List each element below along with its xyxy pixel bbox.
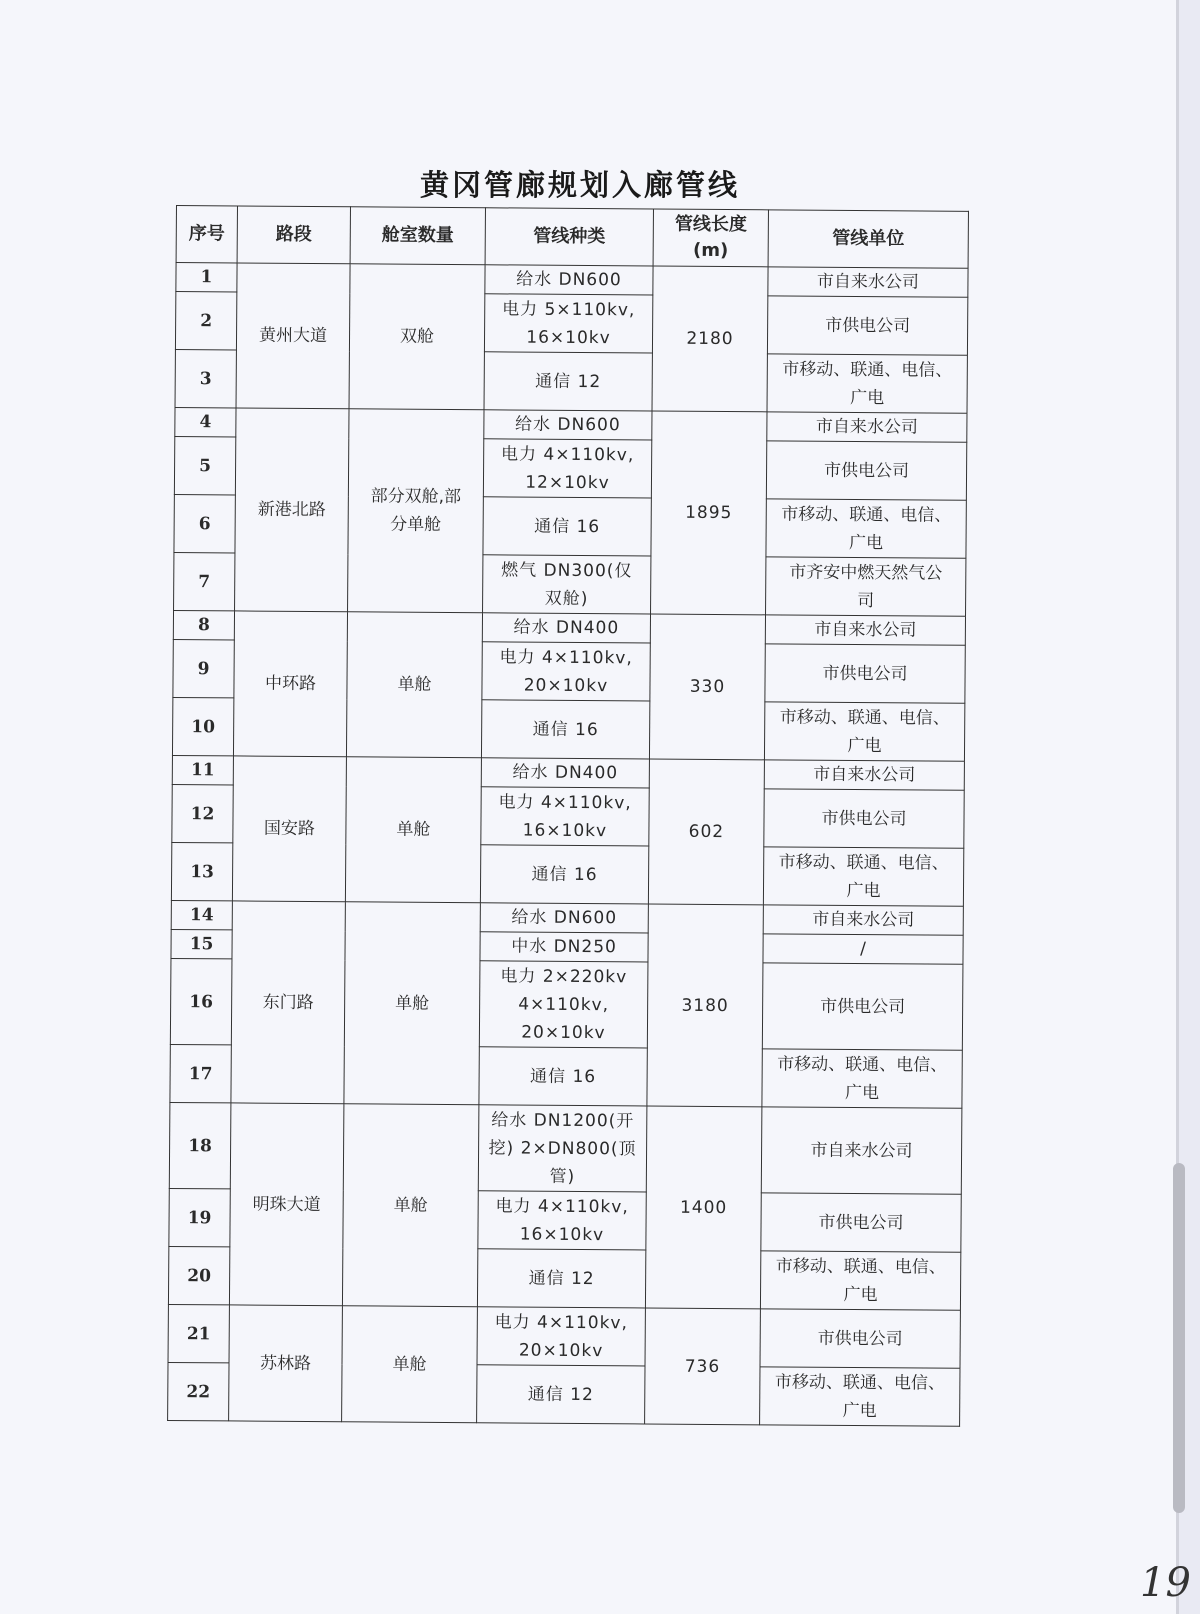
unit-cell: 市移动、联通、电信、 广电 <box>764 702 964 761</box>
unit-cell: 市移动、联通、电信、 广电 <box>760 1251 960 1310</box>
unit-cell: 市齐安中燃天然气公 司 <box>766 557 966 616</box>
header-cabins: 舱室数量 <box>350 207 485 265</box>
unit-cell: 市自来水公司 <box>764 760 964 790</box>
row-number: 2 <box>175 292 236 350</box>
row-number: 1 <box>176 263 237 292</box>
unit-cell: 市自来水公司 <box>767 412 967 442</box>
row-number: 4 <box>175 407 236 436</box>
cabins-cell: 单舱 <box>342 1306 478 1423</box>
section-cell: 新港北路 <box>235 408 349 612</box>
cabins-cell: 双舱 <box>349 264 485 410</box>
header-type: 管线种类 <box>485 208 653 266</box>
row-number: 7 <box>174 552 235 610</box>
length-cell: 602 <box>648 759 764 905</box>
row-number: 21 <box>168 1304 229 1362</box>
pipe-type-cell: 通信 12 <box>477 1249 645 1308</box>
pipe-type-cell: 给水 DN600 <box>485 265 653 295</box>
unit-cell: 市移动、联通、电信、 广电 <box>760 1367 960 1426</box>
row-number: 10 <box>172 697 233 755</box>
row-number: 13 <box>171 842 232 900</box>
unit-cell: 市移动、联通、电信、 广电 <box>763 847 963 906</box>
unit-cell: 市供电公司 <box>767 296 967 355</box>
row-number: 22 <box>168 1362 229 1420</box>
pipe-type-cell: 通信 16 <box>481 700 649 759</box>
pipe-type-cell: 通信 16 <box>479 1047 647 1106</box>
unit-cell: 市自来水公司 <box>763 905 963 935</box>
pipe-type-cell: 通信 12 <box>477 1365 645 1424</box>
table-row <box>173 610 965 645</box>
length-cell: 1400 <box>645 1106 761 1309</box>
row-number: 9 <box>173 639 234 697</box>
row-number: 16 <box>170 958 232 1044</box>
unit-cell: 市供电公司 <box>760 1309 960 1368</box>
section-cell: 苏林路 <box>229 1305 343 1422</box>
table-row <box>171 900 963 935</box>
pipe-type-cell: 通信 12 <box>484 352 652 411</box>
pipe-type-cell: 燃气 DN300(仅 双舱) <box>483 555 651 614</box>
length-cell: 1895 <box>651 411 767 615</box>
header-unit: 管线单位 <box>768 210 968 268</box>
section-cell: 明珠大道 <box>229 1103 343 1306</box>
pipe-type-cell: 电力 4×110kv, 12×10kv <box>483 439 651 498</box>
unit-cell: 市自来水公司 <box>765 615 965 645</box>
pipe-type-cell: 电力 5×110kv, 16×10kv <box>484 294 652 353</box>
pipe-type-cell: 给水 DN600 <box>484 410 652 440</box>
unit-cell: 市供电公司 <box>762 963 963 1050</box>
unit-cell: 市移动、联通、电信、 广电 <box>762 1049 962 1108</box>
pipe-type-cell: 电力 4×110kv, 16×10kv <box>481 787 649 846</box>
pipe-type-cell: 电力 4×110kv, 16×10kv <box>478 1191 646 1250</box>
pipe-type-cell: 给水 DN600 <box>480 903 648 933</box>
unit-cell: / <box>763 934 963 964</box>
pipe-type-cell: 给水 DN400 <box>482 613 650 643</box>
row-number: 17 <box>170 1044 231 1102</box>
row-number: 19 <box>169 1188 230 1246</box>
table-row <box>168 1304 960 1368</box>
pipe-type-cell: 给水 DN400 <box>481 758 649 788</box>
row-number: 14 <box>171 900 232 929</box>
row-number: 6 <box>174 494 235 552</box>
table-row <box>172 755 964 790</box>
section-cell: 国安路 <box>232 756 346 902</box>
unit-cell: 市供电公司 <box>761 1193 961 1252</box>
unit-cell: 市移动、联通、电信、 广电 <box>767 354 967 413</box>
header-no: 序号 <box>176 206 237 263</box>
unit-cell: 市自来水公司 <box>761 1107 962 1194</box>
row-number: 15 <box>171 929 232 958</box>
length-cell: 2180 <box>652 266 768 412</box>
pipe-type-cell: 给水 DN1200(开 挖) 2×DN800(顶 管) <box>478 1105 647 1192</box>
row-number: 3 <box>175 349 236 407</box>
cabins-cell: 单舱 <box>344 902 480 1105</box>
length-cell: 3180 <box>647 904 763 1107</box>
row-number: 8 <box>173 610 234 639</box>
row-number: 11 <box>172 755 233 784</box>
section-cell: 中环路 <box>233 611 347 757</box>
document-title: 黄冈管廊规划入廊管线 <box>419 168 740 202</box>
pipeline-table <box>167 205 969 1427</box>
unit-cell: 市供电公司 <box>764 789 964 848</box>
pipe-type-cell: 电力 4×110kv, 20×10kv <box>482 642 650 701</box>
cabins-cell: 单舱 <box>346 612 482 758</box>
header-length: 管线长度 (m) <box>653 209 768 267</box>
row-number: 12 <box>172 784 233 842</box>
unit-cell: 市自来水公司 <box>768 267 968 297</box>
length-cell: 330 <box>649 614 765 760</box>
pipe-type-cell: 通信 16 <box>483 497 651 556</box>
row-number: 5 <box>174 436 235 494</box>
cabins-cell: 单舱 <box>345 757 481 903</box>
unit-cell: 市供电公司 <box>765 644 965 703</box>
length-cell: 736 <box>645 1308 761 1425</box>
pipe-type-cell: 电力 4×110kv, 20×10kv <box>477 1307 645 1366</box>
unit-cell: 市供电公司 <box>766 441 966 500</box>
page-number: 19 <box>1140 1560 1191 1606</box>
row-number: 18 <box>169 1102 231 1188</box>
table-row <box>169 1102 962 1194</box>
pipe-type-cell: 中水 DN250 <box>480 932 648 962</box>
cabins-cell: 部分双舱,部 分单舱 <box>348 409 484 613</box>
pipe-type-cell: 电力 2×220kv 4×110kv, 20×10kv <box>479 961 648 1048</box>
section-cell: 东门路 <box>231 901 345 1104</box>
row-number: 20 <box>168 1246 229 1304</box>
section-cell: 黄州大道 <box>236 263 350 409</box>
header-section: 路段 <box>237 206 350 264</box>
cabins-cell: 单舱 <box>342 1104 478 1307</box>
table-row <box>175 407 967 442</box>
table-header-row <box>176 206 968 269</box>
scrollbar-thumb[interactable] <box>1173 1163 1185 1513</box>
unit-cell: 市移动、联通、电信、 广电 <box>766 499 966 558</box>
pipe-type-cell: 通信 16 <box>480 845 648 904</box>
table-row <box>176 263 968 298</box>
